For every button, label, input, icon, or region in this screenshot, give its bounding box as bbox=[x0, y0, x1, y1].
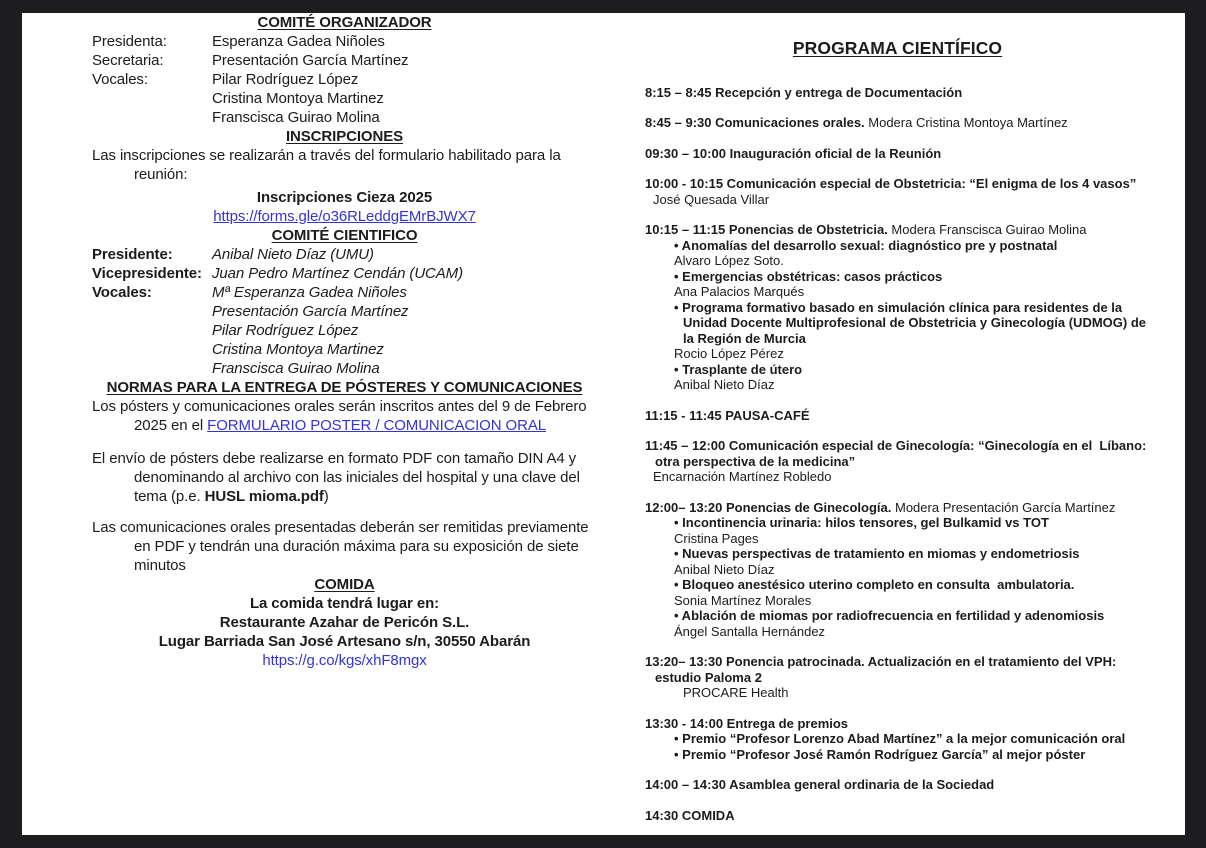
talk-title: • Bloqueo anestésico uterino completo en consulta ambulatoria. bbox=[674, 577, 1075, 592]
speaker-name: Rocio López Pérez bbox=[674, 346, 784, 361]
committee-member-names bbox=[212, 70, 597, 127]
talk-title: • Anomalías del desarrollo sexual: diagnóstico pre y postnatal bbox=[674, 237, 1058, 253]
schedule-item-title bbox=[645, 85, 1150, 101]
schedule-item-title bbox=[645, 500, 1150, 516]
committee-role-label: Vicepresidente: bbox=[92, 265, 202, 282]
schedule-item-time-title: 10:15 – 11:15 Ponencias de Obstetricia. bbox=[645, 222, 888, 237]
committee-role-label: Vocales: bbox=[92, 71, 148, 88]
schedule-item-title bbox=[645, 176, 1150, 192]
committee-role-label: Secretaria: bbox=[92, 52, 164, 69]
committee-member-names bbox=[212, 283, 597, 378]
schedule-item-title bbox=[645, 115, 1150, 131]
schedule-item bbox=[645, 654, 1150, 701]
schedule-item-time-title: 12:00– 13:20 Ponencias de Ginecología. bbox=[645, 499, 892, 515]
committee-member-names bbox=[212, 264, 597, 283]
speaker-name: Ángel Santalla Hernández bbox=[674, 623, 826, 639]
committee-member-name: Cristina Montoya Martinez bbox=[212, 90, 384, 107]
schedule-item-time-title: 11:45 – 12:00 Comunicación especial de Ginecología: “Ginecología en el Líbano: otra perspectiva de la medicina” bbox=[645, 438, 1150, 469]
schedule-item-title bbox=[645, 146, 1150, 162]
lunch-title: COMIDA bbox=[314, 576, 375, 593]
schedule-item-time-title: 8:15 – 8:45 Recepción y entrega de Documentación bbox=[645, 84, 963, 100]
inscription-form-link[interactable]: https://forms.gle/o36RLeddgEMrBJWX7 bbox=[213, 208, 476, 225]
right-column bbox=[645, 27, 1150, 838]
schedule-item-title bbox=[645, 654, 1150, 685]
talk-title: • Premio “Profesor José Ramón Rodríguez García” al mejor póster bbox=[674, 746, 1086, 762]
speaker-name: José Quesada Villar bbox=[653, 191, 770, 207]
inscription-link-row bbox=[92, 207, 597, 226]
schedule-item bbox=[645, 408, 1150, 424]
committee-row bbox=[92, 32, 597, 51]
schedule-item-time-title: 09:30 – 10:00 Inauguración oficial de la Reunión bbox=[645, 145, 942, 161]
talk-title: • Trasplante de útero bbox=[674, 361, 803, 377]
schedule-item-moderator: Modera Presentación García Martínez bbox=[891, 499, 1116, 515]
committee-role-label: Presidenta: bbox=[92, 33, 167, 50]
lunch-intro: La comida tendrá lugar en: bbox=[249, 595, 440, 612]
committee-member-name: Pilar Rodríguez López bbox=[212, 322, 359, 339]
schedule-item bbox=[645, 438, 1150, 485]
committee-member-names bbox=[212, 51, 597, 70]
schedule-item bbox=[645, 808, 1150, 824]
speaker-name: Cristina Pages bbox=[674, 530, 759, 546]
organizing-committee-title: COMITÉ ORGANIZADOR bbox=[257, 14, 432, 31]
schedule-item-title bbox=[645, 808, 1150, 824]
committee-member-names bbox=[212, 245, 597, 264]
schedule-item-time-title: 8:45 – 9:30 Comunicaciones orales. bbox=[645, 115, 865, 130]
committee-row bbox=[92, 283, 597, 378]
speaker-name: PROCARE Health bbox=[683, 685, 789, 700]
left-column bbox=[92, 13, 597, 670]
schedule-item bbox=[645, 716, 1150, 763]
schedule-item-title bbox=[645, 222, 1150, 238]
schedule-item bbox=[645, 500, 1150, 640]
schedule-item-title bbox=[645, 408, 1150, 424]
talk-title: • Nuevas perspectivas de tratamiento en miomas y endometriosis bbox=[674, 546, 1080, 561]
lunch-address: Lugar Barriada San José Artesano s/n, 30550 Abarán bbox=[158, 633, 531, 650]
schedule-item-time-title: 11:15 - 11:45 PAUSA-CAFÉ bbox=[645, 407, 810, 423]
organizing-committee-list bbox=[92, 32, 597, 127]
speaker-name: Anibal Nieto Díaz bbox=[674, 377, 775, 392]
committee-member-name: Esperanza Gadea Niñoles bbox=[212, 33, 385, 50]
oral-communications-paragraph: Las comunicaciones orales presentadas deberán ser remitidas previamente en PDF y tendrán una duración máxima para su exposición de siete minutos bbox=[92, 519, 589, 574]
schedule-item-moderator: Modera Cristina Montoya Martínez bbox=[864, 115, 1068, 130]
committee-member-name: Juan Pedro Martínez Cendán (UCAM) bbox=[212, 265, 463, 282]
speaker-name: Alvaro López Soto. bbox=[674, 253, 784, 268]
lunch-restaurant: Restaurante Azahar de Pericón S.L. bbox=[219, 614, 470, 631]
scientific-committee-title: COMITÉ CIENTIFICO bbox=[271, 227, 418, 244]
schedule-item bbox=[645, 115, 1150, 131]
posters-deadline-paragraph bbox=[92, 397, 597, 435]
lunch-link-row bbox=[92, 651, 597, 670]
inscription-form-name: Inscripciones Cieza 2025 bbox=[256, 189, 433, 206]
inscriptions-paragraph: Las inscripciones se realizarán a través del formulario habilitado para la reunión: bbox=[92, 147, 561, 183]
committee-role-label: Vocales: bbox=[92, 284, 152, 301]
speaker-name: Sonia Martínez Morales bbox=[674, 592, 812, 608]
posters-deadline-text: Los pósters y comunicaciones orales serán inscritos antes del 9 de Febrero 2025 en el bbox=[92, 398, 587, 434]
schedule-item-time-title: 13:20– 13:30 Ponencia patrocinada. Actualización en el tratamiento del VPH: estudio Paloma 2 bbox=[645, 654, 1120, 685]
schedule-list bbox=[645, 85, 1150, 824]
schedule-item-time-title: 10:00 - 10:15 Comunicación especial de Obstetricia: “El enigma de los 4 vasos” bbox=[645, 176, 1137, 191]
scientific-committee-list bbox=[92, 245, 597, 378]
committee-member-name: Presentación García Martínez bbox=[212, 303, 409, 320]
committee-member-names bbox=[212, 32, 597, 51]
schedule-item bbox=[645, 85, 1150, 101]
talk-title: • Incontinencia urinaria: hilos tensores, gel Bulkamid vs TOT bbox=[674, 515, 1049, 530]
committee-member-name: Presentación García Martínez bbox=[212, 52, 409, 69]
committee-member-name: Franscisca Guirao Molina bbox=[212, 360, 380, 377]
talk-title: • Ablación de miomas por radiofrecuencia en fertilidad y adenomiosis bbox=[674, 608, 1105, 623]
talk-title: • Programa formativo basado en simulación clínica para residentes de la Unidad Docente Multiprofesional de Obstetricia y Ginecología (UDMOG) de la Región de Murcia bbox=[674, 299, 1150, 346]
committee-member-name: Mª Esperanza Gadea Niñoles bbox=[212, 284, 407, 301]
talk-title: • Emergencias obstétricas: casos prácticos bbox=[674, 268, 943, 284]
talk-title: • Premio “Profesor Lorenzo Abad Martínez” a la mejor comunicación oral bbox=[674, 731, 1126, 746]
speaker-name: Anibal Nieto Díaz bbox=[674, 561, 775, 577]
schedule-item-time-title: 14:30 COMIDA bbox=[645, 807, 735, 823]
schedule-item bbox=[645, 146, 1150, 162]
committee-row bbox=[92, 51, 597, 70]
committee-member-name: Anibal Nieto Díaz (UMU) bbox=[212, 246, 374, 263]
scientific-program-title: PROGRAMA CIENTÍFICO bbox=[792, 38, 1003, 58]
schedule-item-title bbox=[645, 716, 1150, 732]
poster-format-text-end: ) bbox=[323, 488, 329, 505]
committee-row bbox=[92, 70, 597, 127]
poster-format-paragraph bbox=[92, 449, 597, 506]
speaker-name: Encarnación Martínez Robledo bbox=[653, 469, 832, 484]
poster-filename-example: HUSL mioma.pdf bbox=[204, 488, 324, 505]
inscriptions-title: INSCRIPCIONES bbox=[285, 128, 404, 145]
committee-member-name: Franscisca Guirao Molina bbox=[212, 109, 380, 126]
committee-member-name: Cristina Montoya Martinez bbox=[212, 341, 384, 358]
lunch-map-link[interactable]: https://g.co/kgs/xhF8mgx bbox=[262, 652, 427, 669]
poster-form-link[interactable]: FORMULARIO POSTER / COMUNICACION ORAL bbox=[207, 417, 546, 434]
committee-role-label: Presidente: bbox=[92, 246, 173, 263]
document-page bbox=[22, 13, 1185, 835]
schedule-item bbox=[645, 777, 1150, 793]
schedule-item-title bbox=[645, 777, 1150, 793]
committee-member-name: Pilar Rodríguez López bbox=[212, 71, 359, 88]
schedule-item bbox=[645, 222, 1150, 393]
committee-row bbox=[92, 264, 597, 283]
schedule-item-title bbox=[645, 438, 1150, 469]
committee-row bbox=[92, 245, 597, 264]
schedule-item-time-title: 13:30 - 14:00 Entrega de premios bbox=[645, 715, 849, 731]
speaker-name: Ana Palacios Marqués bbox=[674, 284, 805, 299]
schedule-item-moderator: Modera Franscisca Guirao Molina bbox=[887, 222, 1087, 237]
norms-title: NORMAS PARA LA ENTREGA DE PÓSTERES Y COMUNICACIONES bbox=[106, 379, 583, 396]
poster-format-text: El envío de pósters debe realizarse en formato PDF con tamaño DIN A4 y denominando al archivo con las iniciales del hospital y una clave del tema (p.e. bbox=[92, 450, 580, 505]
schedule-item-time-title: 14:00 – 14:30 Asamblea general ordinaria de la Sociedad bbox=[645, 777, 995, 792]
schedule-item bbox=[645, 176, 1150, 207]
